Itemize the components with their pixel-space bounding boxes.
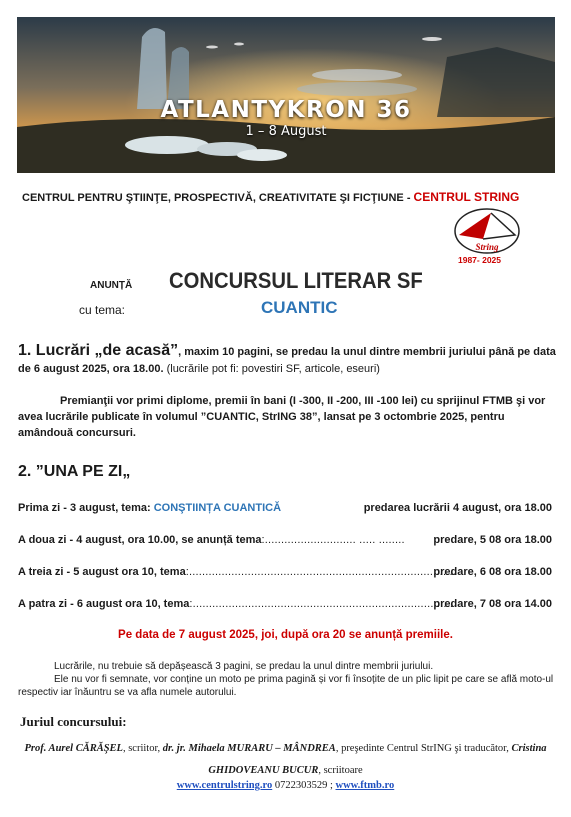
logo-years: 1987- 2025: [458, 255, 502, 265]
banner-image: [17, 17, 555, 173]
organizer-line: [22, 190, 519, 204]
rules-paragraph: [18, 660, 558, 699]
organizer-name: CENTRUL STRING: [413, 190, 520, 204]
centrulstring-link[interactable]: www.centrulstring.ro: [176, 780, 273, 791]
jury-role-1: , scriitor,: [122, 743, 163, 754]
schedule-dots: :............................ ..... ........: [261, 534, 405, 546]
awards-announcement: Pe data de 7 august 2025, joi, după ora 20 se anunță premiile.: [118, 629, 453, 641]
contact-line: [0, 780, 571, 791]
schedule-dots: :..................................................................................: [185, 566, 456, 578]
banner-title: ATLANTYKRON 36: [160, 97, 412, 123]
theme-label: cu tema:: [79, 303, 126, 317]
phone-number: 0722303529 ;: [272, 780, 336, 791]
rules-line-1: Lucrările, nu trebuie să depășească 3 pagini, se predau la unul dintre membrii juriului.: [54, 661, 434, 672]
prizes-paragraph: Premianţii vor primi diplome, premii în bani (I -300, II -200, III -100 lei) cu sprijinul FTMB şi vor avea lucrările publicate în volumul ”CUANTIC, StrING 38”, lansat pe 3 octombrie 2025, pentru amândouă concursuri.: [18, 395, 546, 439]
section-1-bold-text: , maxim 10 pagini, se predau la unul dintre membrii juriului până pe data de 6 august 2025, ora 18.00.: [18, 346, 556, 375]
jury-member-1: Prof. Aurel CĂRĂŞEL: [24, 743, 123, 754]
schedule-deadline: predare, 5 08 ora 18.00: [433, 534, 552, 546]
organizer-prefix: CENTRUL PENTRU ŞTIINŢE, PROSPECTIVĂ, CREATIVITATE ŞI FICŢIUNE -: [22, 192, 414, 204]
jury-role-2: , preşedinte Centrul StrING şi traducător,: [335, 743, 512, 754]
section-1-paragraph: [18, 342, 558, 378]
jury-member-3: Cristina GHIDOVEANU BUCUR: [208, 743, 547, 776]
jury-members: [0, 738, 571, 782]
banner-dates: 1 – 8 August: [245, 124, 327, 139]
ftmb-link[interactable]: www.ftmb.ro: [335, 780, 395, 791]
schedule-day-text: A patra zi - 6 august ora 10, tema: [18, 598, 190, 610]
schedule-deadline: predarea lucrării 4 august, ora 18.00: [363, 502, 552, 514]
centrul-string-logo: [453, 205, 521, 257]
schedule-day-text: A doua zi - 4 august, ora 10.00, se anunță tema: [18, 534, 262, 546]
jury-role-3: , scriitoare: [318, 765, 363, 776]
schedule-dots: :................................................................................: [189, 598, 454, 610]
schedule-deadline: predare, 6 08 ora 18.00: [433, 566, 552, 578]
futuristic-city-illustration: [17, 17, 555, 173]
rules-line-2: Ele nu vor fi semnate, vor conține un moto pe prima pagină și vor fi însoțite de un plic lipit pe care se află moto-ul respectiv iar înăuntru se va afla numele autorului.: [18, 674, 554, 698]
section-1-note: (lucrările pot fi: povestiri SF, articole, eseuri): [163, 363, 380, 375]
schedule-theme: CONŞTIINȚA CUANTICĂ: [153, 502, 282, 514]
schedule-deadline: predare, 7 08 ora 14.00: [433, 598, 552, 610]
contest-title: CONCURSUL LITERAR SF: [169, 268, 423, 293]
section-1-heading: 1. Lucrări „de acasă”: [18, 342, 179, 359]
logo-text: String: [475, 242, 499, 252]
anunta-label: ANUNȚĂ: [90, 280, 133, 291]
jury-member-2: dr. jr. Mihaela MURARU – MÂNDREA: [162, 743, 336, 754]
theme-value: CUANTIC: [261, 298, 338, 317]
jury-heading: Juriul concursului:: [20, 714, 127, 729]
schedule-day-text: Prima zi - 3 august, tema:: [18, 502, 154, 514]
section-2-heading: 2. ”UNA PE ZI„: [18, 463, 131, 480]
schedule-day-text: A treia zi - 5 august ora 10, tema: [18, 566, 186, 578]
